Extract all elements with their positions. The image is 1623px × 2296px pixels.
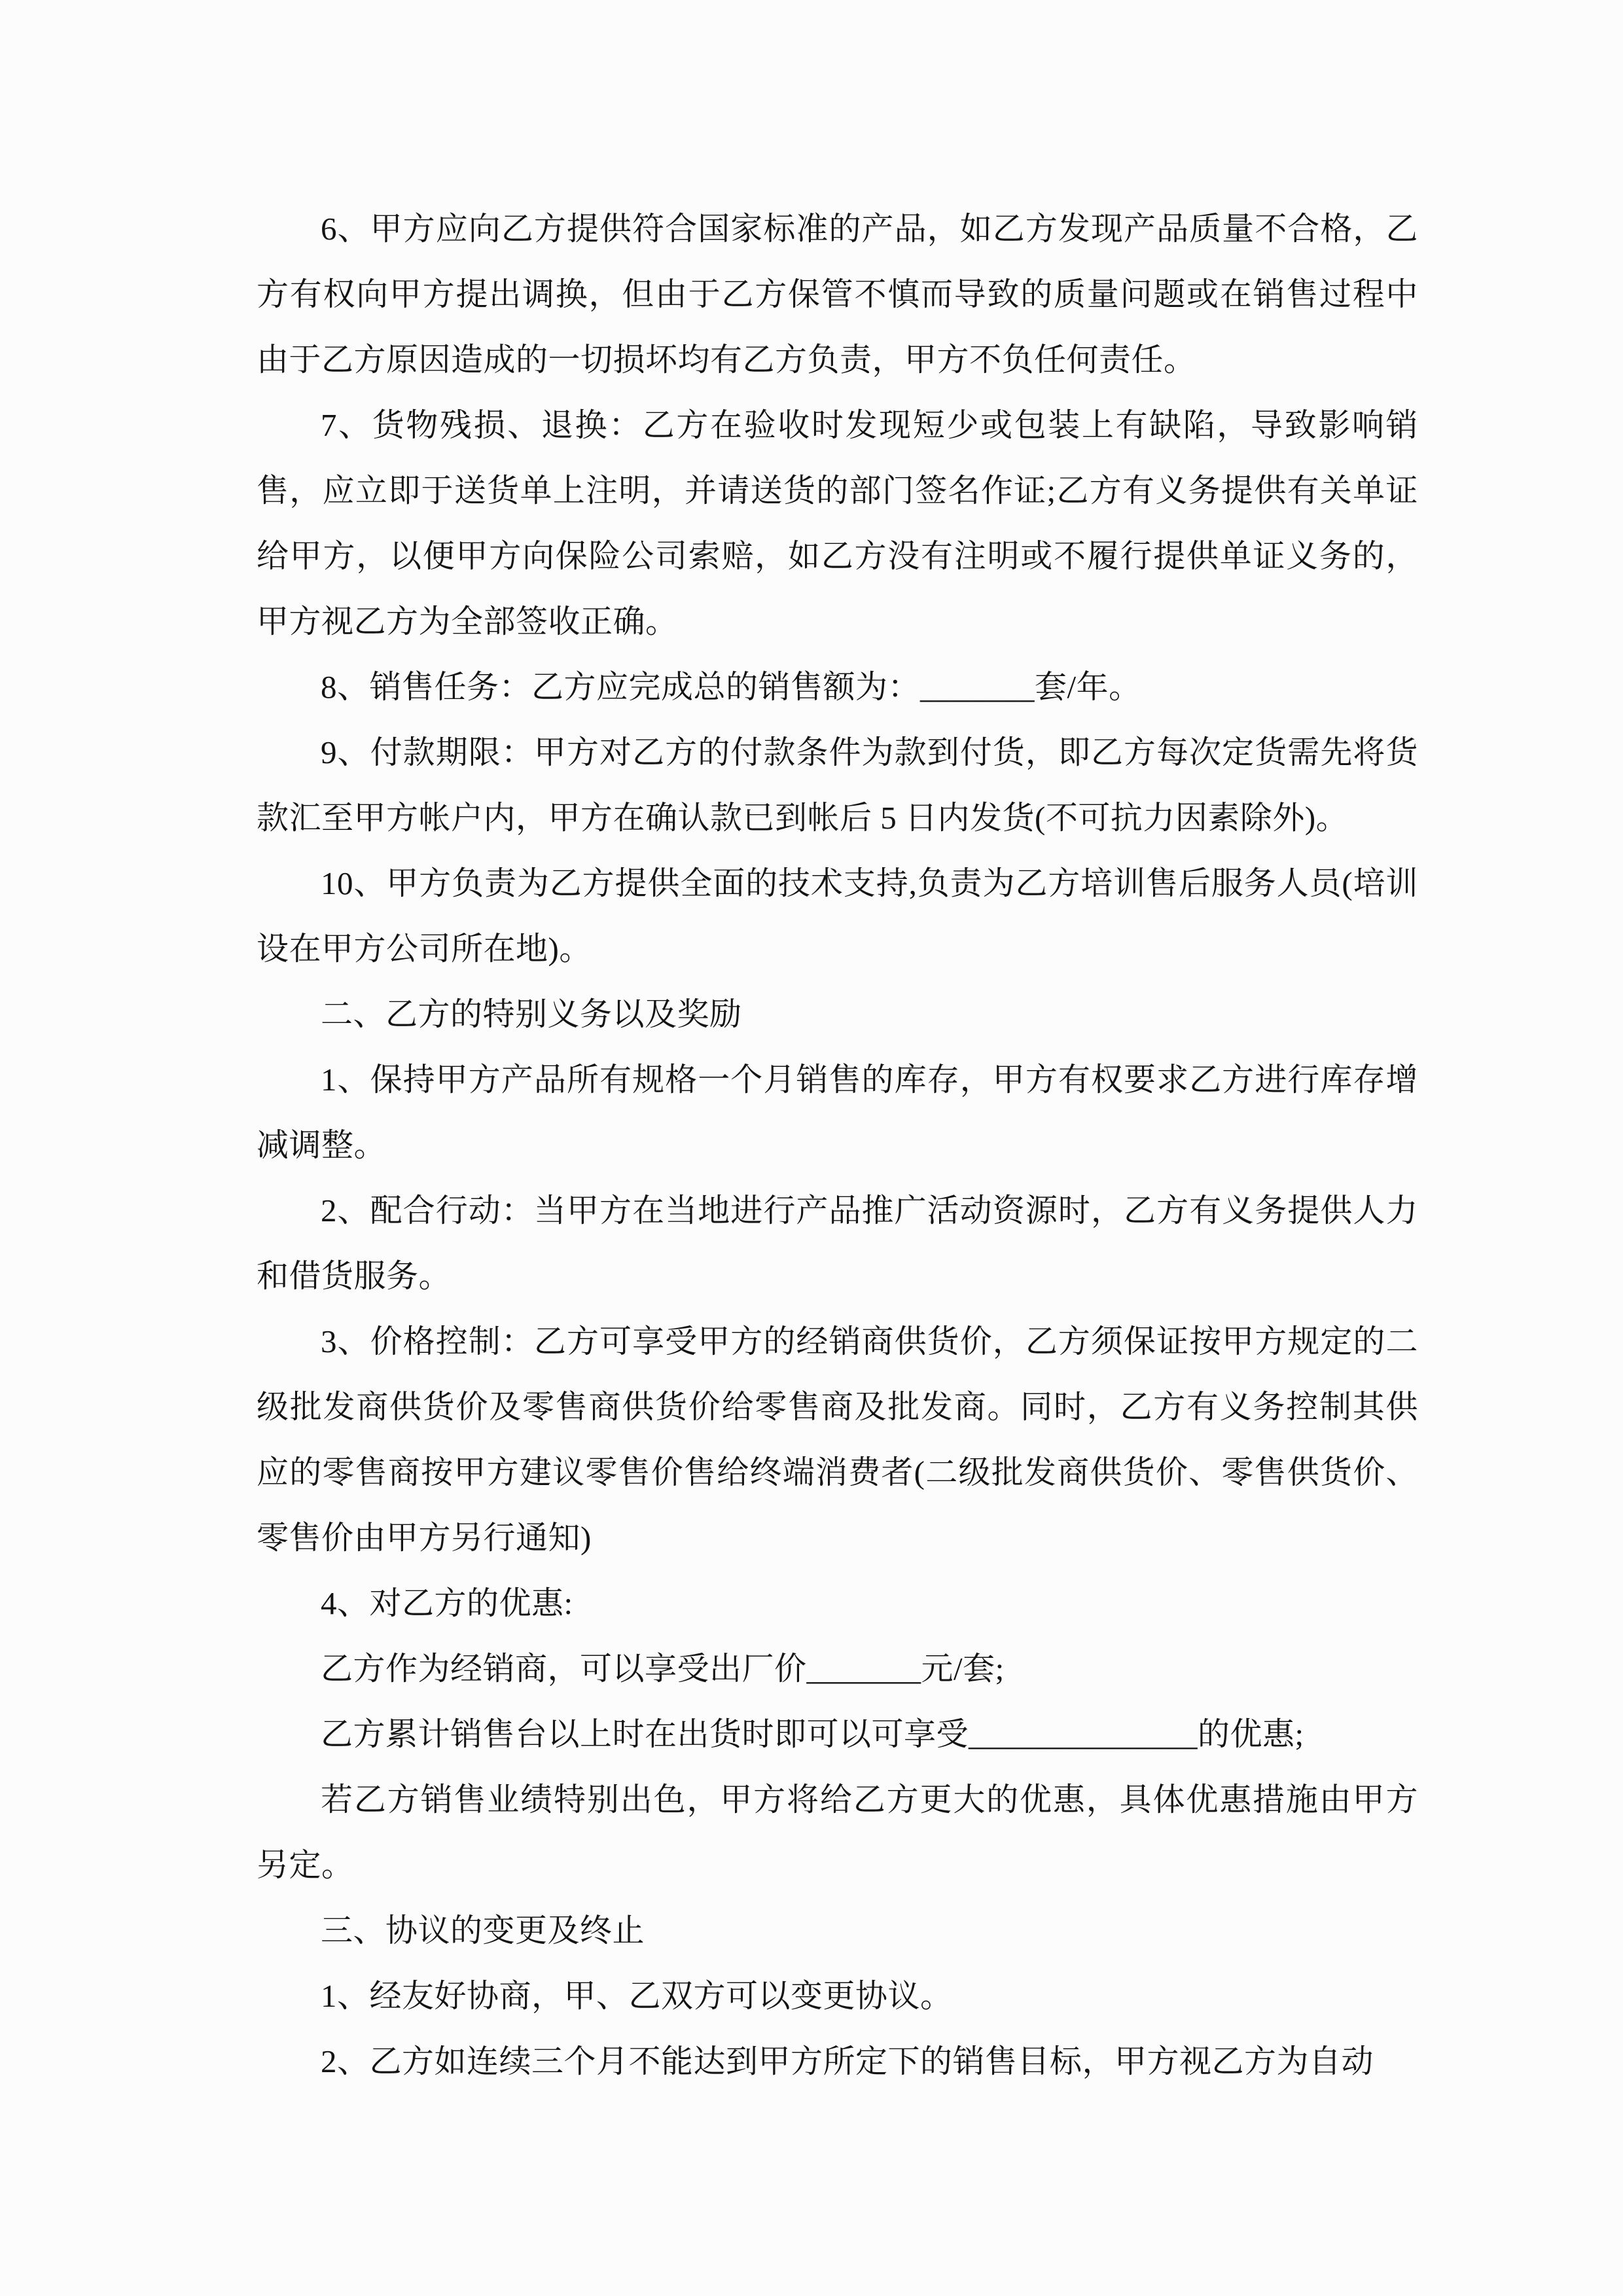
- contract-body: [257, 196, 1418, 2094]
- discount-line-3: 若乙方销售业绩特别出色，甲方将给乙方更大的优惠，具体优惠措施由甲方另定。: [257, 1782, 1418, 1883]
- section2-clause-1: 1、保持甲方产品所有规格一个月销售的库存，甲方有权要求乙方进行库存增减调整。: [257, 1062, 1418, 1163]
- discount-line-2: 乙方累计销售台以上时在出货时即可以可享受______________的优惠;: [321, 1716, 1304, 1752]
- contract-clause-10: 10、甲方负责为乙方提供全面的技术支持,负责为乙方培训售后服务人员(培训设在甲方公司所在地)。: [257, 865, 1418, 967]
- section-heading-3: 三、协议的变更及终止: [321, 1912, 645, 1948]
- contract-clause-6: 6、甲方应向乙方提供符合国家标准的产品，如乙方发现产品质量不合格，乙方有权向甲方提出调换，但由于乙方保管不慎而导致的质量问题或在销售过程中由于乙方原因造成的一切损坏均有乙方负责，甲方不负任何责任。: [257, 211, 1418, 378]
- section3-clause-1: 1、经友好协商，甲、乙双方可以变更协议。: [321, 1978, 953, 2014]
- section2-clause-4: 4、对乙方的优惠:: [321, 1585, 573, 1621]
- section3-clause-2: 2、乙方如连续三个月不能达到甲方所定下的销售目标，甲方视乙方为自动: [321, 2043, 1374, 2079]
- contract-clause-9: 9、付款期限：甲方对乙方的付款条件为款到付货，即乙方每次定货需先将货款汇至甲方帐户内，甲方在确认款已到帐后 5 日内发货(不可抗力因素除外)。: [257, 734, 1418, 836]
- discount-line-1: 乙方作为经销商，可以享受出厂价_______元/套;: [321, 1651, 1005, 1687]
- contract-clause-7: 7、货物残损、退换：乙方在验收时发现短少或包装上有缺陷，导致影响销售，应立即于送货单上注明，并请送货的部门签名作证;乙方有义务提供有关单证给甲方，以便甲方向保险公司索赔，如乙方没有注明或不履行提供单证义务的，甲方视乙方为全部签收正确。: [257, 407, 1418, 639]
- section-heading-2: 二、乙方的特别义务以及奖励: [321, 996, 742, 1032]
- section2-clause-2: 2、配合行动：当甲方在当地进行产品推广活动资源时，乙方有义务提供人力和借货服务。: [257, 1193, 1418, 1294]
- contract-clause-8: 8、销售任务：乙方应完成总的销售额为：_______套/年。: [321, 669, 1141, 705]
- section2-clause-3: 3、价格控制：乙方可享受甲方的经销商供货价，乙方须保证按甲方规定的二级批发商供货价及零售商供货价给零售商及批发商。同时，乙方有义务控制其供应的零售商按甲方建议零售价售给终端消费者(二级批发商供货价、零售供货价、零售价由甲方另行通知): [257, 1323, 1418, 1556]
